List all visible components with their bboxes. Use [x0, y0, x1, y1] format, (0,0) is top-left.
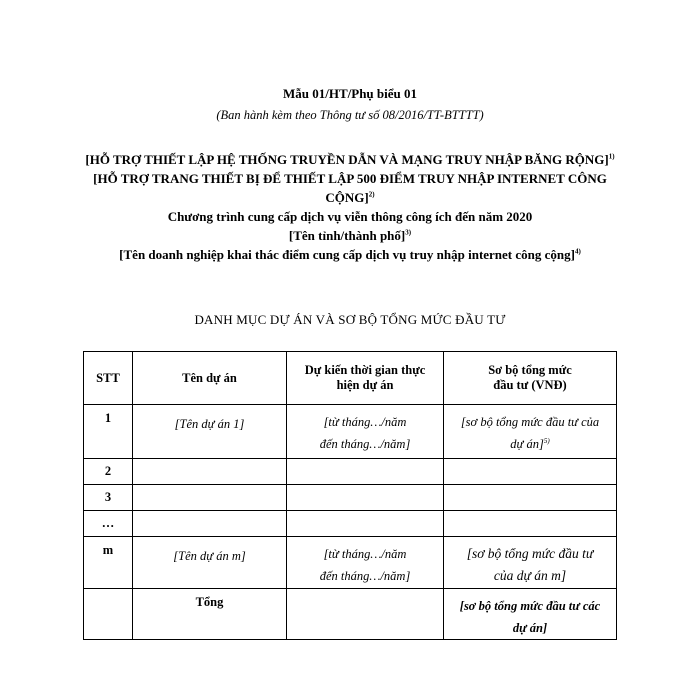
header-stt: STT: [84, 352, 133, 405]
title-block: [85, 150, 615, 264]
title-public-internet: [HỖ TRỢ TRANG THIẾT BỊ ĐỂ THIẾT LẬP 500 ĐIỂM TRUY NHẬP INTERNET CÔNG CỘNG]$^{2)}$: [93, 171, 607, 205]
cell-timeline: [từ tháng…/năm đến tháng…/năm]: [287, 405, 444, 459]
cell-timeline: [287, 589, 444, 640]
cell-investment: [444, 485, 617, 511]
header-investment: Sơ bộ tổng mức đầu tư (VNĐ): [444, 352, 617, 405]
cell-timeline: [287, 459, 444, 485]
header-timeline: Dự kiến thời gian thực hiện dự án: [287, 352, 444, 405]
cell-investment: [sơ bộ tổng mức đầu tư của dự án]$^{5)}$: [444, 405, 617, 459]
table-total-row: [84, 589, 617, 640]
cell-total-label: Tổng: [133, 589, 287, 640]
title-program: Chương trình cung cấp dịch vụ viễn thông công ích đến năm 2020: [167, 209, 533, 224]
cell-project-name: [Tên dự án 1]: [133, 405, 287, 459]
cell-investment: [444, 459, 617, 485]
cell-stt: …: [84, 511, 133, 537]
table-row: [84, 485, 617, 511]
table-row: [84, 459, 617, 485]
section-title: DANH MỤC DỰ ÁN VÀ SƠ BỘ TỔNG MỨC ĐẦU TƯ: [194, 312, 506, 327]
title-province: [Tên tỉnh/thành phố]$^{3)}$: [288, 228, 412, 243]
cell-project-name: [Tên dự án m]: [133, 537, 287, 589]
cell-total-investment: [sơ bộ tổng mức đầu tư các dự án]: [444, 589, 617, 640]
cell-timeline: [287, 511, 444, 537]
cell-timeline: [từ tháng…/năm đến tháng…/năm]: [287, 537, 444, 589]
cell-investment: [444, 511, 617, 537]
cell-timeline: [287, 485, 444, 511]
header-project-name: Tên dự án: [133, 352, 287, 405]
table-header-row: [84, 352, 617, 405]
table-row: [84, 405, 617, 459]
issued-by-note: (Ban hành kèm theo Thông tư số 08/2016/TT-BTTTT): [216, 108, 484, 122]
form-code: Mẫu 01/HT/Phụ biểu 01: [283, 86, 417, 101]
cell-project-name: [133, 511, 287, 537]
cell-stt: [84, 589, 133, 640]
table-row: [84, 511, 617, 537]
cell-project-name: [133, 459, 287, 485]
cell-stt: 2: [84, 459, 133, 485]
cell-stt: 1: [84, 405, 133, 459]
cell-investment: [sơ bộ tổng mức đầu tư của dự án m]: [444, 537, 617, 589]
cell-stt: 3: [84, 485, 133, 511]
table-row: [84, 537, 617, 589]
project-table: [83, 351, 617, 640]
title-broadband: [HỖ TRỢ THIẾT LẬP HỆ THỐNG TRUYỀN DẪN VÀ MẠNG TRUY NHẬP BĂNG RỘNG]$^{1)}$: [85, 152, 615, 167]
cell-project-name: [133, 485, 287, 511]
title-enterprise: [Tên doanh nghiệp khai thác điểm cung cấp dịch vụ truy nhập internet công cộng]$^{4)}$: [119, 247, 581, 262]
cell-stt: m: [84, 537, 133, 589]
